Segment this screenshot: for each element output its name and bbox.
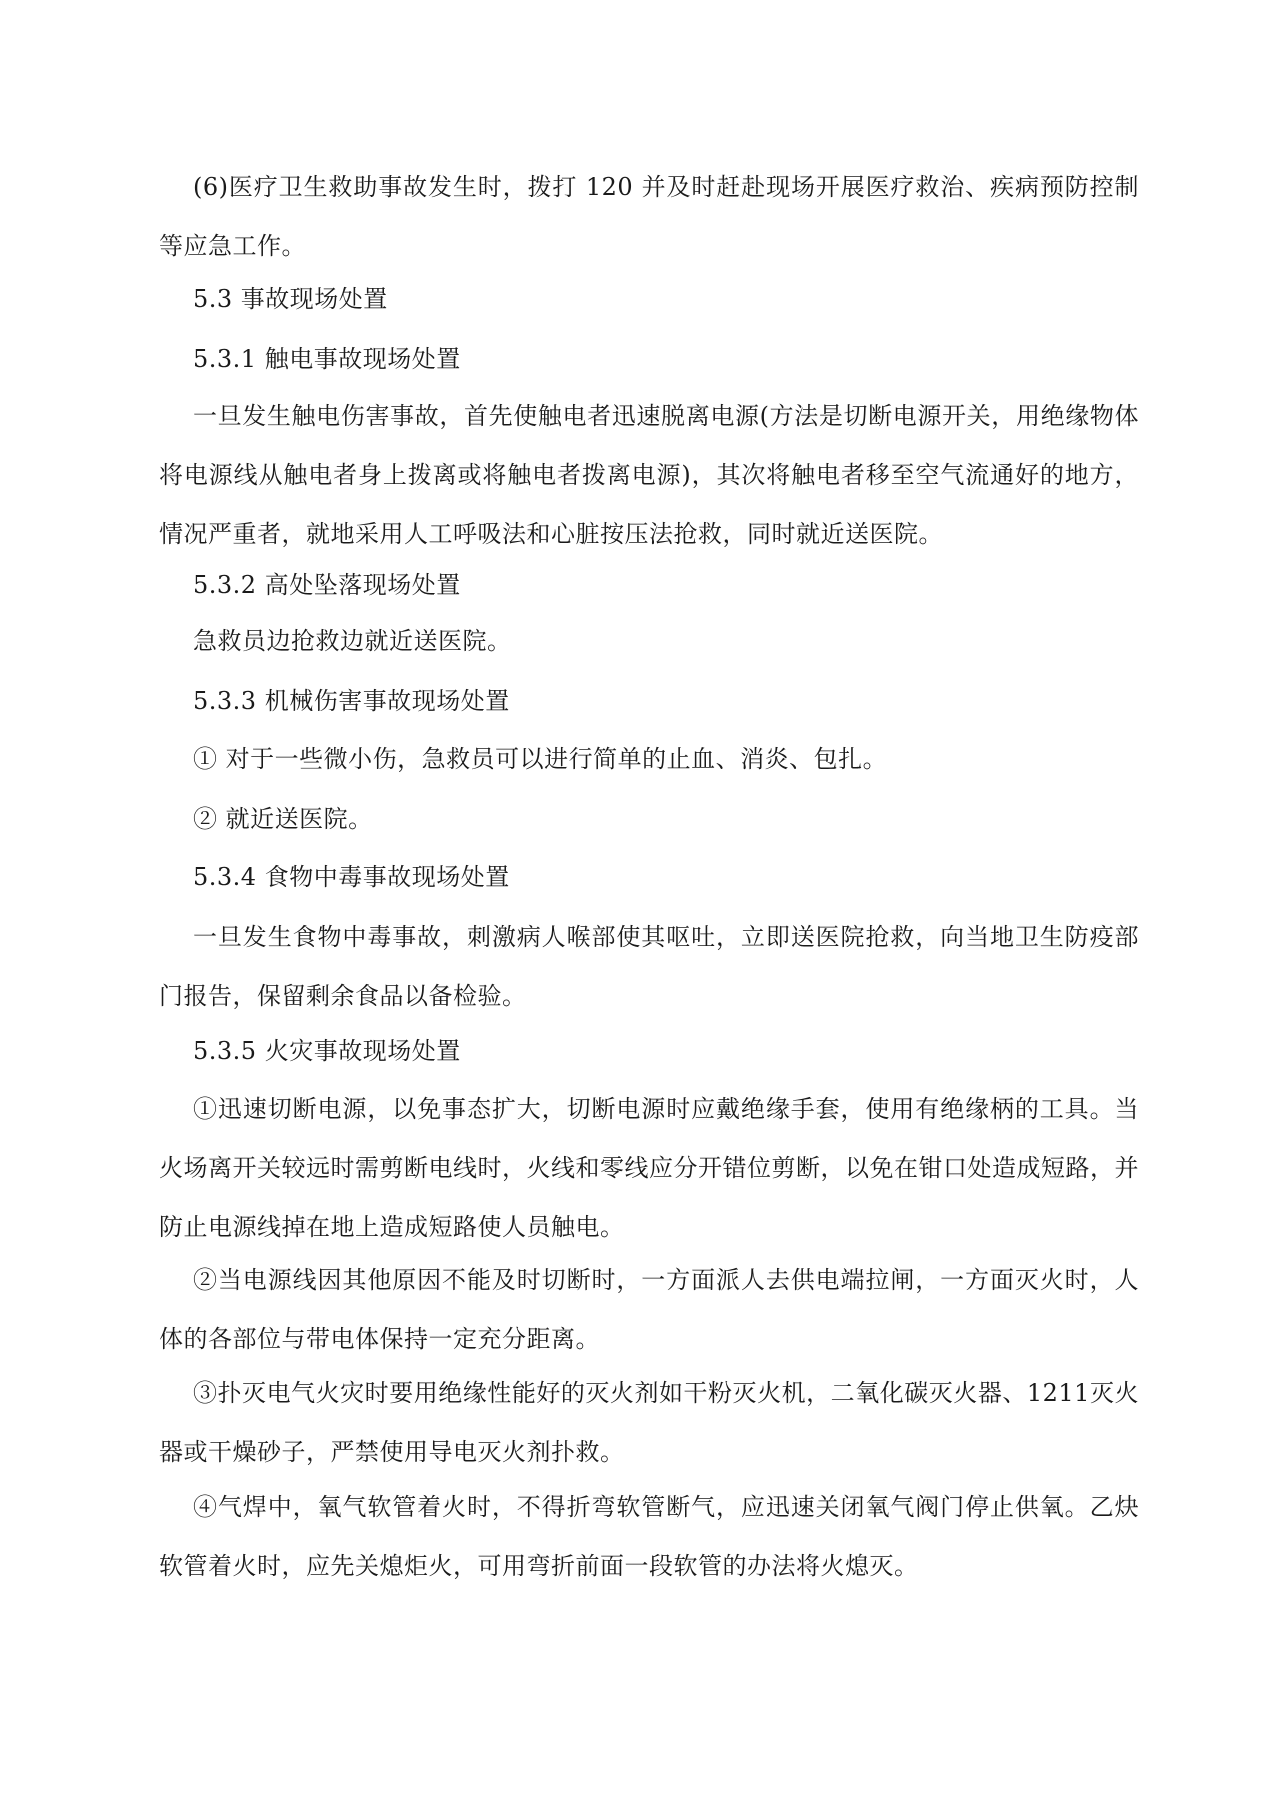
section-heading-5-3-4: 5.3.4 食物中毒事故现场处置 xyxy=(193,863,510,891)
paragraph-food-poisoning: 一旦发生食物中毒事故，刺激病人喉部使其呕吐，立即送医院抢救，向当地卫生防疫部门报告，保留剩余食品以备检验。 xyxy=(159,923,1139,1010)
section-heading-5-3-2: 5.3.2 高处坠落现场处置 xyxy=(193,571,461,599)
paragraph-cut-power: ①迅速切断电源，以免事态扩大，切断电源时应戴绝缘手套，使用有绝缘柄的工具。当火场离开关较远时需剪断电线时，火线和零线应分开错位剪断，以免在钳口处造成短路，并防止电源线掉在地上造成短路使人员触电。 xyxy=(159,1095,1139,1241)
list-item-send-hospital: ② 就近送医院。 xyxy=(193,805,373,833)
section-heading-5-3: 5.3 事故现场处置 xyxy=(193,285,388,313)
paragraph-electric-shock: 一旦发生触电伤害事故，首先使触电者迅速脱离电源(方法是切断电源开关，用绝缘物体将电源线从触电者身上拨离或将触电者拨离电源)，其次将触电者移至空气流通好的地方，情况严重者，就地采用人工呼吸法和心脏按压法抢救，同时就近送医院。 xyxy=(159,402,1139,548)
section-heading-5-3-1: 5.3.1 触电事故现场处置 xyxy=(193,345,461,373)
paragraph-fall-rescue: 急救员边抢救边就近送医院。 xyxy=(193,627,512,655)
paragraph-keep-distance: ②当电源线因其他原因不能及时切断时，一方面派人去供电端拉闸，一方面灭火时，人体的各部位与带电体保持一定充分距离。 xyxy=(159,1266,1139,1353)
paragraph-gas-welding: ④气焊中，氧气软管着火时，不得折弯软管断气，应迅速关闭氧气阀门停止供氧。乙炔软管着火时，应先关熄炬火，可用弯折前面一段软管的办法将火熄灭。 xyxy=(159,1493,1139,1580)
section-heading-5-3-5: 5.3.5 火灾事故现场处置 xyxy=(193,1037,461,1065)
list-item-minor-injury: ① 对于一些微小伤，急救员可以进行简单的止血、消炎、包扎。 xyxy=(193,745,888,773)
paragraph-medical-rescue: (6)医疗卫生救助事故发生时，拨打 120 并及时赶赴现场开展医疗救治、疾病预防控制等应急工作。 xyxy=(159,173,1139,260)
section-heading-5-3-3: 5.3.3 机械伤害事故现场处置 xyxy=(193,687,510,715)
paragraph-extinguisher: ③扑灭电气火灾时要用绝缘性能好的灭火剂如干粉灭火机，二氧化碳灭火器、1211灭火器或干燥砂子，严禁使用导电灭火剂扑救。 xyxy=(159,1379,1139,1466)
